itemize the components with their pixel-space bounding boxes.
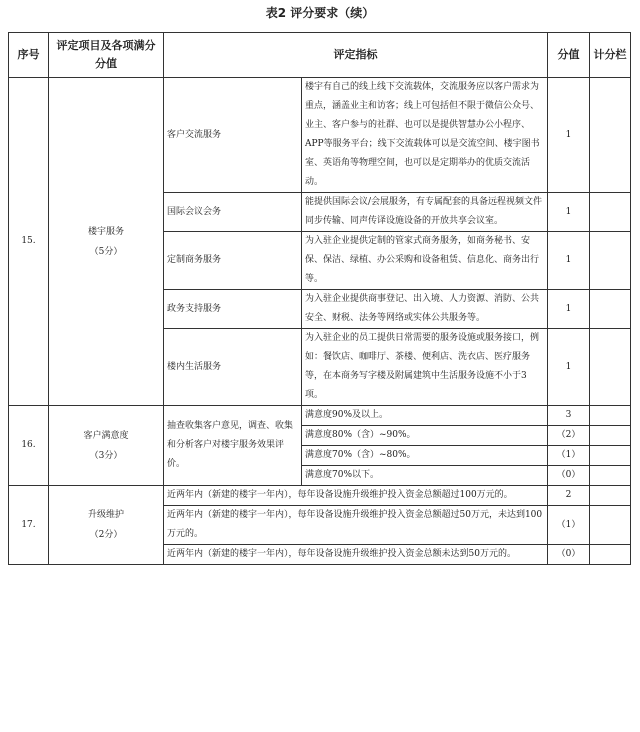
item-name: 升级维护 xyxy=(87,510,124,520)
item-name: 客户满意度 xyxy=(83,430,129,441)
seq-cell: 15. xyxy=(9,78,49,406)
score-cell: （1） xyxy=(548,446,590,466)
scoring-table xyxy=(8,32,631,565)
seq-cell: 16. xyxy=(9,406,49,486)
tally-cell[interactable] xyxy=(590,78,631,193)
sub-item-cell: 客户交流服务 xyxy=(164,78,302,193)
sub-item-cell: 政务支持服务 xyxy=(164,290,302,329)
criteria-cell: 满意度70%（含）~80%。 xyxy=(302,446,548,466)
criteria-cell: 满意度70%以下。 xyxy=(302,466,548,486)
score-cell: （0） xyxy=(548,545,590,565)
score-cell: 3 xyxy=(548,406,590,426)
criteria-cell: 为入驻企业提供定制的管家式商务服务，如商务秘书、安保、保洁、绿植、办公采购和设备租赁、信息化、商务出行等。 xyxy=(302,232,548,290)
item-score: （2分） xyxy=(89,530,123,540)
score-cell: 1 xyxy=(548,290,590,329)
score-cell: 1 xyxy=(548,329,590,406)
seq-cell: 17. xyxy=(9,486,49,565)
tally-cell[interactable] xyxy=(590,486,631,506)
header-criteria: 评定指标 xyxy=(164,33,548,78)
sub-item-cell: 楼内生活服务 xyxy=(164,329,302,406)
sub-item-cell: 定制商务服务 xyxy=(164,232,302,290)
score-cell: 1 xyxy=(548,232,590,290)
method-cell: 抽查收集客户意见，调查、收集和分析客户对楼宇服务效果评价。 xyxy=(164,406,302,486)
tally-cell[interactable] xyxy=(590,290,631,329)
tally-cell[interactable] xyxy=(590,466,631,486)
score-cell: 2 xyxy=(548,486,590,506)
criteria-cell: 近两年内（新建的楼宇一年内），每年设备设施升级维护投入资金总额超过100万元的。 xyxy=(164,486,548,506)
tally-cell[interactable] xyxy=(590,446,631,466)
criteria-cell: 能提供国际会议/会展服务，有专属配套的具备远程视频文件同步传输、同声传译设施设备的开放共享会议室。 xyxy=(302,193,548,232)
score-cell: 1 xyxy=(548,193,590,232)
criteria-cell: 近两年内（新建的楼宇一年内），每年设备设施升级维护投入资金总额未达到50万元的。 xyxy=(164,545,548,565)
header-seq: 序号 xyxy=(9,33,49,78)
criteria-cell: 满意度90%及以上。 xyxy=(302,406,548,426)
tally-cell[interactable] xyxy=(590,232,631,290)
item-cell xyxy=(49,486,164,565)
tally-cell[interactable] xyxy=(590,406,631,426)
table-caption: 表2 评分要求（续） xyxy=(265,6,375,20)
sub-item-cell: 国际会议会务 xyxy=(164,193,302,232)
item-name: 楼宇服务 xyxy=(87,226,124,237)
header-row xyxy=(9,33,631,78)
item-score: （5分） xyxy=(89,246,123,257)
table-row xyxy=(9,78,631,193)
criteria-cell: 为入驻企业提供商事登记、出入境、人力资源、消防、公共安全、财税、法务等网络或实体公共服务等。 xyxy=(302,290,548,329)
item-score: （3分） xyxy=(89,450,123,461)
tally-cell[interactable] xyxy=(590,506,631,545)
score-cell: （1） xyxy=(548,506,590,545)
tally-cell[interactable] xyxy=(590,193,631,232)
item-cell xyxy=(49,78,164,406)
header-tally: 计分栏 xyxy=(590,33,631,78)
tally-cell[interactable] xyxy=(590,545,631,565)
header-score: 分值 xyxy=(548,33,590,78)
tally-cell[interactable] xyxy=(590,329,631,406)
header-item: 评定项目及各项满分分值 xyxy=(49,33,164,78)
score-cell: （0） xyxy=(548,466,590,486)
score-cell: （2） xyxy=(548,426,590,446)
table-row xyxy=(9,486,631,506)
criteria-cell: 近两年内（新建的楼宇一年内），每年设备设施升级维护投入资金总额超过50万元，未达到100万元的。 xyxy=(164,506,548,545)
table-row xyxy=(9,406,631,426)
item-cell xyxy=(49,406,164,486)
criteria-cell: 满意度80%（含）~90%。 xyxy=(302,426,548,446)
tally-cell[interactable] xyxy=(590,426,631,446)
criteria-cell: 为入驻企业的员工提供日常需要的服务设施或服务接口，例如：餐饮店、咖啡厅、茶楼、便利店、洗衣店、医疗服务等，在本商务写字楼及附属建筑中生活服务设施不小于3项。 xyxy=(302,329,548,406)
score-cell: 1 xyxy=(548,78,590,193)
criteria-cell: 楼宇有自己的线上线下交流载体，交流服务应以客户需求为重点，涵盖业主和访客；线上可包括但不限于微信公众号、业主、客户参与的社群、也可以是提供智慧办公小程序、APP等服务平台；线下交流载体可以是交流空间、楼宇图书室、英语角等物理空间，也可以是定期举办的优质交流活动。 xyxy=(302,78,548,193)
